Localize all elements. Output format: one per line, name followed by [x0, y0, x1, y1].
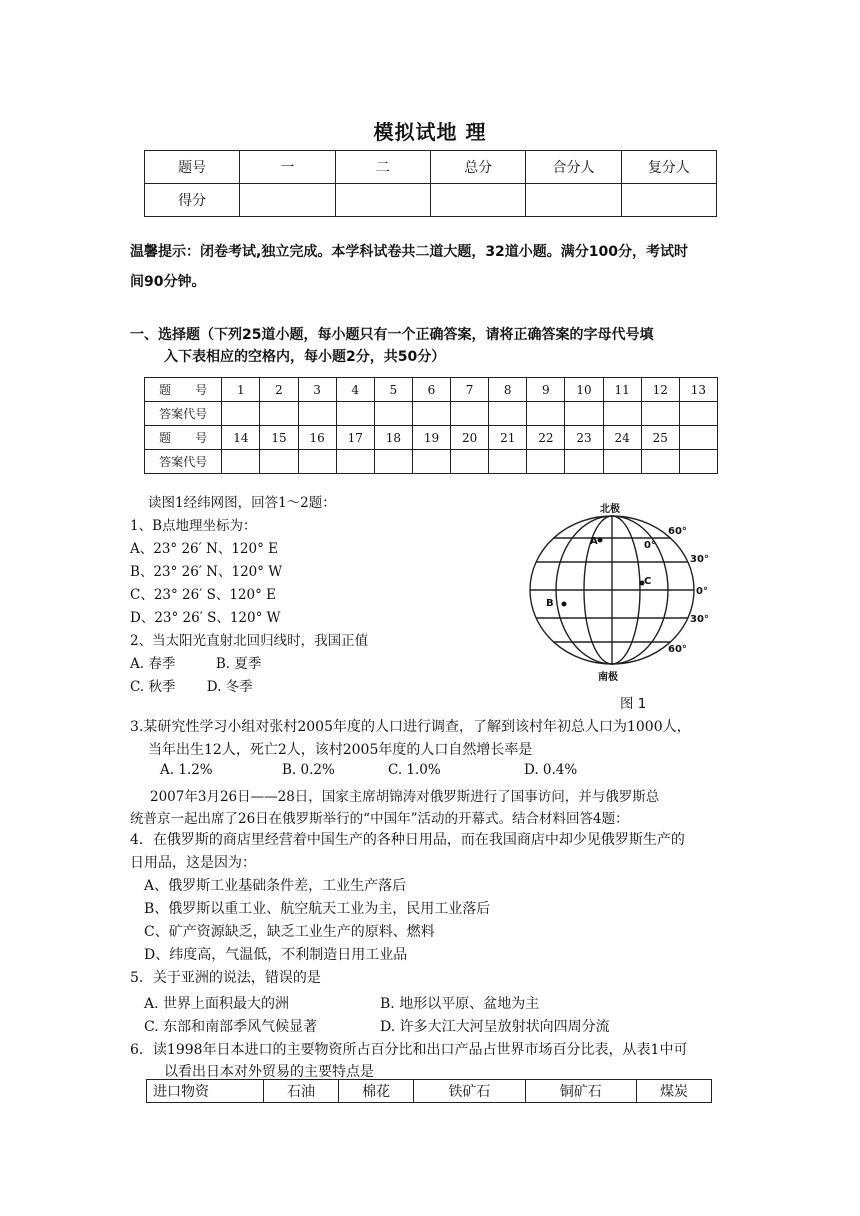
answer-cell[interactable] — [603, 450, 641, 474]
score-row-label: 得分 — [145, 184, 240, 217]
tip-line-2: 间90分钟。 — [130, 274, 206, 290]
q5-option-c: C. 东部和南部季风气候显著 — [144, 1019, 318, 1035]
question-5: 5．关于亚洲的说法，错误的是 — [130, 970, 321, 986]
question-number-cell: 11 — [603, 378, 641, 402]
question-2: 2、当太阳光直射北回归线时，我国正值 — [130, 633, 369, 649]
trade-cell: 进口物资 — [147, 1080, 264, 1103]
question-number-cell: 9 — [527, 378, 565, 402]
question-number-cell: 2 — [260, 378, 298, 402]
question-number-cell: 1 — [222, 378, 260, 402]
question-number-cell: 25 — [641, 426, 679, 450]
point-a-label: A — [590, 536, 598, 547]
q5-option-a: A. 世界上面积最大的洲 — [144, 996, 290, 1012]
q1-option-c: C、23° 26′ S、120° E — [130, 587, 276, 603]
point-a-marker — [598, 538, 603, 543]
answer-cell[interactable] — [641, 402, 679, 426]
answer-cell[interactable] — [412, 450, 450, 474]
score-table-header-row — [145, 151, 717, 184]
answer-cell[interactable] — [298, 402, 336, 426]
answer-cell[interactable] — [451, 402, 489, 426]
q2-options-cd: C. 秋季 D. 冬季 — [130, 679, 253, 695]
answer-cell[interactable] — [222, 450, 260, 474]
north-pole-label: 北极 — [600, 504, 620, 515]
q4-option-b: B、俄罗斯以重工业、航空航天工业为主，民用工业落后 — [144, 901, 491, 917]
score-header-cell: 题号 — [145, 151, 240, 184]
question-number-cell: 21 — [489, 426, 527, 450]
question-number-row — [145, 426, 718, 450]
q2-options-ab: A. 春季 B. 夏季 — [130, 656, 262, 672]
figure-caption: 图 1 — [620, 696, 647, 712]
answer-cell[interactable] — [489, 402, 527, 426]
q4-option-a: A、俄罗斯工业基础条件差，工业生产落后 — [144, 878, 407, 894]
q3-option-c: C. 1.0% — [388, 762, 441, 778]
score-blank-cell[interactable] — [526, 184, 621, 217]
answer-cell[interactable] — [679, 450, 717, 474]
score-blank-cell[interactable] — [240, 184, 335, 217]
answer-table — [144, 377, 718, 474]
q3-option-d: D. 0.4% — [524, 762, 578, 778]
score-header-cell: 合分人 — [526, 151, 621, 184]
question-number-cell: 18 — [374, 426, 412, 450]
answer-cell[interactable] — [565, 402, 603, 426]
score-blank-cell[interactable] — [430, 184, 525, 217]
answer-cell[interactable] — [222, 402, 260, 426]
q1-option-b: B、23° 26′ N、120° W — [130, 564, 283, 580]
answer-cell[interactable] — [374, 402, 412, 426]
lat-60n-label: 60° — [668, 526, 687, 537]
question-number-row — [145, 378, 718, 402]
question-number-cell: 7 — [451, 378, 489, 402]
question-6-line-1: 6．读1998年日本进口的主要物资所占百分比和出口产品占世界市场百分比表，从表1中可 — [130, 1042, 688, 1058]
page-title: 模拟试地 理 — [373, 120, 487, 144]
answer-cell[interactable] — [527, 402, 565, 426]
score-table — [144, 150, 717, 217]
equator-label: 0° — [696, 586, 708, 597]
trade-cell: 棉花 — [339, 1080, 414, 1103]
score-blank-cell[interactable] — [621, 184, 716, 217]
question-6-line-2: 以看出日本对外贸易的主要特点是 — [164, 1064, 374, 1080]
lat-30s-label: 30° — [690, 614, 709, 625]
q1-option-d: D、23° 26′ S、120° W — [130, 610, 281, 626]
q3-option-b: B. 0.2% — [282, 762, 335, 778]
question-number-cell: 6 — [412, 378, 450, 402]
answer-cell[interactable] — [565, 450, 603, 474]
answer-row-label: 题 号 — [145, 426, 222, 450]
trade-cell: 煤炭 — [636, 1080, 711, 1103]
trade-cell: 石油 — [264, 1080, 339, 1103]
question-number-cell: 13 — [679, 378, 717, 402]
score-table-row — [145, 184, 717, 217]
trade-cell: 铁矿石 — [414, 1080, 525, 1103]
answer-row — [145, 402, 718, 426]
material-line-2: 统普京一起出席了26日在俄罗斯举行的“中国年”活动的开幕式。结合材料回答4题： — [130, 811, 629, 827]
question-number-cell: 4 — [336, 378, 374, 402]
q12-intro: 读图1经纬网图，回答1～2题： — [148, 495, 336, 511]
q5-option-b: B. 地形以平原、盆地为主 — [380, 996, 540, 1012]
section-1-desc-1: （下列25道小题，每小题只有一个正确答案，请将正确答案的字母代号填 — [200, 327, 654, 343]
tip-line-1: 温馨提示：闭卷考试,独立完成。本学科试卷共二道大题，32道小题。满分100分，考试时 — [130, 244, 689, 260]
point-b-marker — [562, 602, 567, 607]
material-line-1: 2007年3月26日——28日，国家主席胡锦涛对俄罗斯进行了国事访问，并与俄罗斯总 — [150, 789, 660, 805]
answer-cell[interactable] — [260, 402, 298, 426]
score-header-cell: 一 — [240, 151, 335, 184]
lat-60s-label: 60° — [668, 644, 687, 655]
question-number-cell: 8 — [489, 378, 527, 402]
q3-option-a: A. 1.2% — [160, 762, 213, 778]
answer-cell[interactable] — [374, 450, 412, 474]
question-3-line-1: 3.某研究性学习小组对张村2005年度的人口进行调查，了解到该村年初总人口为1000人， — [130, 719, 691, 735]
question-number-cell — [679, 426, 717, 450]
answer-cell[interactable] — [412, 402, 450, 426]
answer-cell[interactable] — [260, 450, 298, 474]
question-number-cell: 5 — [374, 378, 412, 402]
question-number-cell: 22 — [527, 426, 565, 450]
question-4-line-1: 4．在俄罗斯的商店里经营着中国生产的各种日用品，而在我国商店中却少见俄罗斯生产的 — [130, 832, 685, 848]
q5-option-d: D. 许多大江大河呈放射状向四周分流 — [380, 1019, 610, 1035]
question-number-cell: 14 — [222, 426, 260, 450]
question-1: 1、B点地理坐标为： — [130, 518, 257, 534]
answer-row — [145, 450, 718, 474]
question-number-cell: 12 — [641, 378, 679, 402]
answer-cell[interactable] — [298, 450, 336, 474]
question-number-cell: 15 — [260, 426, 298, 450]
answer-cell[interactable] — [603, 402, 641, 426]
answer-cell[interactable] — [336, 402, 374, 426]
question-number-cell: 24 — [603, 426, 641, 450]
south-pole-label: 南极 — [598, 672, 618, 683]
point-b-label: B — [546, 598, 554, 609]
section-1-heading — [130, 324, 653, 344]
question-number-cell: 23 — [565, 426, 603, 450]
score-header-cell: 二 — [335, 151, 430, 184]
answer-cell[interactable] — [489, 450, 527, 474]
question-4-line-2: 日用品，这是因为： — [130, 855, 256, 871]
trade-cell: 铜矿石 — [525, 1080, 636, 1103]
answer-row-label: 题 号 — [145, 378, 222, 402]
section-1-name: 选择题 — [158, 327, 200, 343]
question-3-line-2: 当年出生12人，死亡2人，该村2005年度的人口自然增长率是 — [148, 742, 533, 758]
q4-option-d: D、纬度高，气温低，不利制造日用工业品 — [144, 947, 408, 963]
answer-cell[interactable] — [451, 450, 489, 474]
point-c-label: C — [644, 576, 652, 587]
answer-row-label: 答案代号 — [145, 450, 222, 474]
q1-option-a: A、23° 26′ N、120° E — [130, 541, 278, 557]
score-blank-cell[interactable] — [335, 184, 430, 217]
section-1-desc-2: 入下表相应的空格内，每小题2分，共50分） — [164, 349, 446, 365]
question-number-cell: 16 — [298, 426, 336, 450]
zero-meridian-label: 0° — [644, 540, 656, 551]
answer-cell[interactable] — [336, 450, 374, 474]
q4-option-c: C、矿产资源缺乏，缺乏工业生产的原料、燃料 — [144, 924, 435, 940]
trade-table — [146, 1079, 712, 1103]
lat-30n-label: 30° — [690, 554, 709, 565]
question-number-cell: 19 — [412, 426, 450, 450]
answer-row-label: 答案代号 — [145, 402, 222, 426]
question-number-cell: 3 — [298, 378, 336, 402]
answer-cell[interactable] — [679, 402, 717, 426]
question-number-cell: 10 — [565, 378, 603, 402]
question-number-cell: 20 — [451, 426, 489, 450]
trade-table-row — [147, 1080, 712, 1103]
score-header-cell: 总分 — [430, 151, 525, 184]
answer-cell[interactable] — [527, 450, 565, 474]
answer-cell[interactable] — [641, 450, 679, 474]
latitude-longitude-figure — [520, 496, 720, 686]
section-1-prefix: 一、 — [130, 327, 158, 343]
score-header-cell: 复分人 — [621, 151, 716, 184]
question-number-cell: 17 — [336, 426, 374, 450]
